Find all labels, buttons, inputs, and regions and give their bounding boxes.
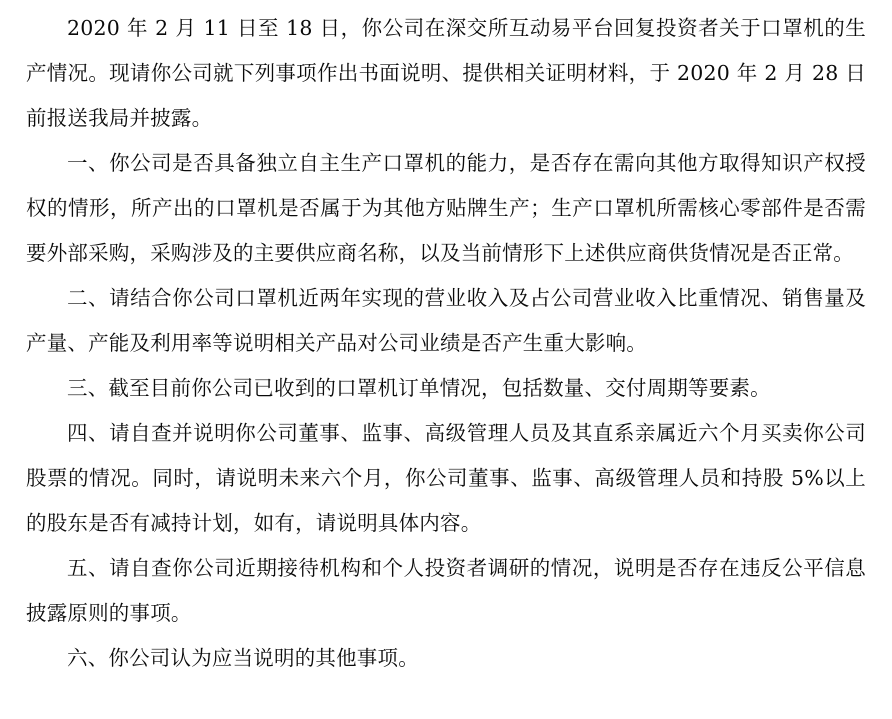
paragraph-item-1: 一、你公司是否具备独立自主生产口罩机的能力，是否存在需向其他方取得知识产权授权的情形，所产出的口罩机是否属于为其他方贴牌生产；生产口罩机所需核心零部件是否需要外部采购，采购涉及的主要供应商名称，以及当前情形下上述供应商供货情况是否正常。	[26, 151, 866, 265]
paragraph-item-5: 五、请自查你公司近期接待机构和个人投资者调研的情况，说明是否存在违反公平信息披露原则的事项。	[26, 556, 866, 625]
paragraph-item-6: 六、你公司认为应当说明的其他事项。	[67, 646, 419, 670]
paragraph-item-3: 三、截至目前你公司已收到的口罩机订单情况，包括数量、交付周期等要素。	[67, 376, 771, 400]
paragraph-intro: 2020 年 2 月 11 日至 18 日，你公司在深交所互动易平台回复投资者关于口罩机的生产情况。现请你公司就下列事项作出书面说明、提供相关证明材料，于 2020 年 2 月 28 日前报送我局并披露。	[26, 16, 866, 130]
paragraph-item-2: 二、请结合你公司口罩机近两年实现的营业收入及占公司营业收入比重情况、销售量及产量、产能及利用率等说明相关产品对公司业绩是否产生重大影响。	[26, 286, 866, 355]
paragraph-item-4: 四、请自查并说明你公司董事、监事、高级管理人员及其直系亲属近六个月买卖你公司股票的情况。同时，请说明未来六个月，你公司董事、监事、高级管理人员和持股 5%以上的股东是否有减持计划，如有，请说明具体内容。	[26, 421, 866, 535]
